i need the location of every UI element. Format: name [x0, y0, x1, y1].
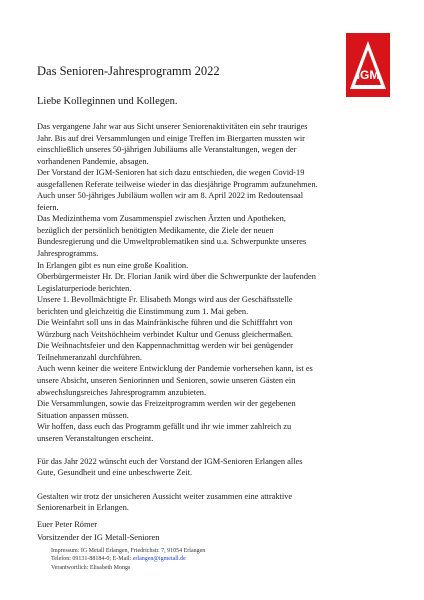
body-line: berichten und gleichzeitig die Einstimmung zum 1. Mai geben. [37, 306, 249, 316]
body-line: Das vergangene Jahr war aus Sicht unserer Seniorenaktivitäten ein sehr trauriges [37, 122, 308, 131]
signature-role: Vorsitzender der IG Metall-Senioren [37, 532, 160, 542]
body-line: Unsere 1. Bevollmächtigte Fr. Elisabeth Mongs wird aus der Geschäftsstelle [37, 295, 293, 305]
body-line: Der Vorstand der IGM-Senioren hat sich dazu entschieden, die wegen Covid-19 [37, 168, 305, 178]
body-line: Legislaturperiode berichten. [37, 283, 132, 293]
body-line: Auch unser 50-jähriges Jubiläum wollen wir am 8. April 2022 im Redoutensaal [37, 191, 304, 201]
body-line: unseren Veranstaltungen erscheint. [37, 433, 154, 443]
body-line: Bundesregierung und die Umweltproblematiken sind u.a. Schwerpunkte unseres [37, 237, 307, 247]
body-line: In Erlangen gibt es nun eine große Koalition. [37, 260, 189, 270]
impressum-phone: Telefon: 09131-88184-0; E-Mail: [51, 556, 133, 563]
body-line: ausgefallenen Referate teilweise wieder in das diesjährige Programm aufzunehmen. [37, 179, 318, 189]
impressum [51, 547, 205, 572]
body-line: feiern. [37, 202, 59, 212]
greeting: Liebe Kolleginnen und Kollegen. [37, 96, 178, 107]
body-line: Oberbürgermeister Hr. Dr. Florian Janik wird über die Schwerpunkte der laufenden [37, 272, 316, 282]
impressum-address: Impressum: IG Metall Erlangen, Friedrichstr. 7, 91054 Erlangen [51, 548, 206, 554]
body-line: vorhandenen Pandemie, absagen. [37, 156, 149, 166]
email-link[interactable]: erlangen@igmetall.de [132, 556, 186, 563]
impressum-responsible: Verantwortlich: Elisabeth Mongs [51, 564, 131, 571]
impressum-contact [51, 555, 205, 563]
wishes-line: Gute, Gesundheit und eine unbeschwerte Zeit. [37, 468, 193, 478]
body-line: einschließlich unseres 50-jährigen Jubiläums alle Veranstaltungen, wegen der [37, 145, 297, 155]
body-line: Die Weihnachtsfeier und den Kappennachmittag werden wir bei genügender [37, 341, 293, 351]
svg-text:IGM: IGM [356, 68, 380, 82]
signature-name: Euer Peter Römer [37, 520, 97, 529]
main-paragraph [37, 121, 387, 444]
body-line: Wir hoffen, dass euch das Programm gefällt und ihr wie immer zahlreich zu [37, 422, 292, 432]
body-line: Jahresprogramms. [37, 249, 99, 259]
letter-body [37, 121, 387, 514]
closing-paragraph [37, 491, 387, 514]
wishes-line: Für das Jahr 2022 wünscht euch der Vorstand der IGM-Senioren Erlangen alles [37, 456, 303, 466]
closing-line: Seniorenarbeit in Erlangen. [37, 503, 129, 513]
body-line: Die Weinfahrt soll uns in das Mainfränkische führen und die Schifffahrt von [37, 318, 293, 328]
body-line: Die Versammlungen, sowie das Freizeitprogramm werden wir der gegebenen [37, 399, 296, 409]
body-line: Auch wenn keiner die weitere Entwicklung der Pandemie vorhersehen kann, ist es [37, 364, 313, 374]
body-line: Würzburg nach Veitshöchheim verbindet Kultur und Genuss gleichermaßen. [37, 329, 293, 339]
closing-line: Gestalten wir trotz der unsicheren Aussicht weiter zusammen eine attraktive [37, 491, 293, 501]
page-title: Das Senioren-Jahresprogramm 2022 [37, 64, 220, 78]
signature-block [37, 519, 159, 544]
wishes-paragraph [37, 456, 387, 479]
igm-logo-icon [346, 33, 390, 97]
body-line: Das Medizinthema vom Zusammenspiel zwischen Ärzten und Apotheken, [37, 214, 286, 224]
body-line: abwechslungsreiches Jahresprogramm anzubieten. [37, 387, 207, 397]
body-line: Jahr. Bis auf drei Versammlungen und einige Treffen im Biergarten mussten wir [37, 133, 305, 143]
body-line: Teilnehmeranzahl durchführen. [37, 352, 142, 362]
body-line: bezüglich der persönlich benötigten Medikamente, die Ziele der neuen [37, 225, 274, 235]
body-line: unsere Absicht, unseren Seniorinnen und Senioren, sowie unseren Gästen ein [37, 376, 296, 386]
body-line: Situation anpassen müssen. [37, 410, 129, 420]
